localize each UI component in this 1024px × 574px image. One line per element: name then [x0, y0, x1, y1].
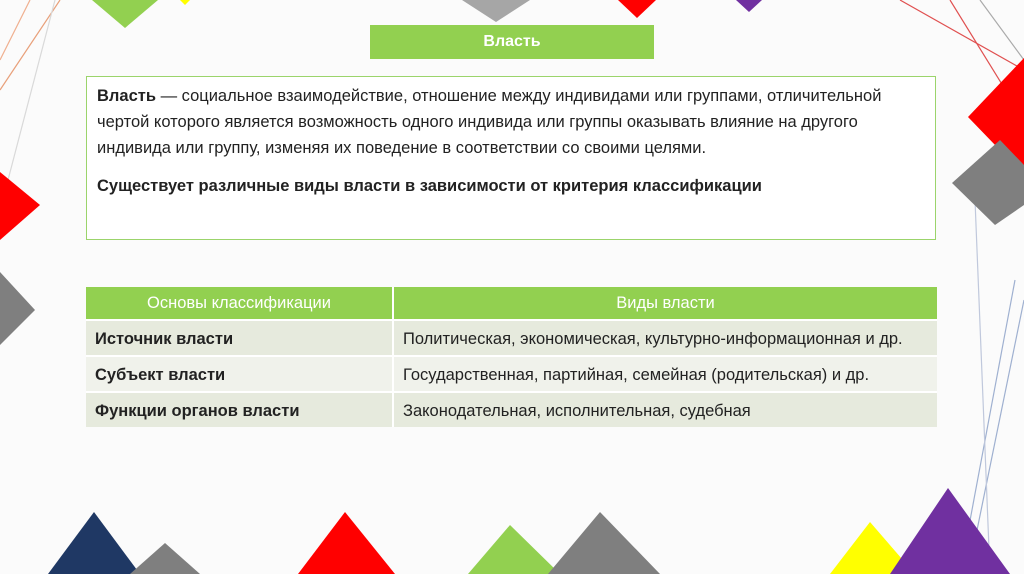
- definition-paragraph: [97, 83, 925, 161]
- slide-title: Власть: [370, 25, 654, 59]
- definition-term: Власть: [97, 87, 156, 105]
- table-row: [86, 320, 937, 356]
- row-types: Политическая, экономическая, культурно-информационная и др.: [393, 320, 937, 356]
- decor-triangle: [548, 512, 660, 574]
- decor-triangle: [468, 525, 560, 574]
- definition-box: [86, 76, 936, 240]
- decor-triangle: [618, 0, 656, 18]
- decor-triangle: [92, 0, 158, 28]
- decor-triangle: [180, 0, 190, 5]
- row-basis: Субъект власти: [86, 356, 393, 392]
- row-types: Государственная, партийная, семейная (родительская) и др.: [393, 356, 937, 392]
- decor-triangle: [736, 0, 762, 12]
- decor-triangle: [890, 488, 1010, 574]
- table-header-row: [86, 287, 937, 320]
- header-basis: Основы классификации: [86, 287, 393, 320]
- row-basis: Функции органов власти: [86, 392, 393, 427]
- decor-line: [975, 300, 1024, 540]
- classification-table: [86, 287, 937, 427]
- header-types: Виды власти: [393, 287, 937, 320]
- decor-triangle: [298, 512, 395, 574]
- definition-text: — социальное взаимодействие, отношение между индивидами или группами, отличительной чертой которого является возможность одного индивида или группы оказывать влияние на другого индивида или группу, изменяя их поведение в соответствии со своими целями.: [97, 87, 882, 157]
- decor-diamond: [0, 272, 35, 345]
- decor-triangle: [130, 543, 200, 574]
- definition-note: Существует различные виды власти в зависимости от критерия классификации: [97, 177, 762, 195]
- table-row: [86, 392, 937, 427]
- decor-line: [8, 0, 55, 180]
- table-row: [86, 356, 937, 392]
- decor-triangle: [48, 512, 140, 574]
- row-types: Законодательная, исполнительная, судебная: [393, 392, 937, 427]
- decor-line: [980, 0, 1024, 60]
- decor-triangle: [462, 0, 530, 22]
- row-basis: Источник власти: [86, 320, 393, 356]
- decor-line: [975, 200, 990, 574]
- decor-diamond: [0, 172, 40, 240]
